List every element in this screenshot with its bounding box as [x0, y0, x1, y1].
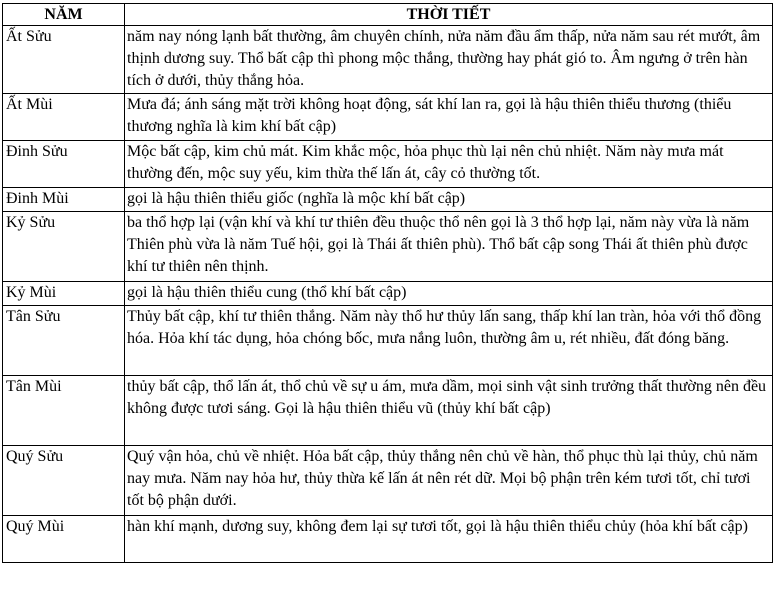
weather-cell: Mộc bất cập, kim chủ mát. Kim khắc mộc, hỏa phục thù lại nên chủ nhiệt. Năm này mưa mát thường đến, mộc suy yếu, kim thừa thế lấn át, cây cỏ thường tốt. [125, 141, 773, 188]
weather-table [2, 3, 773, 563]
weather-cell: hàn khí mạnh, dương suy, không đem lại sự tươi tốt, gọi là hậu thiên thiểu chủy (hỏa khí bất cập) [125, 516, 773, 563]
table-row [3, 188, 773, 212]
weather-cell: Thủy bất cập, khí tư thiên thắng. Năm này thổ hư thủy lấn sang, thấp khí lan tràn, hỏa với thổ đồng hóa. Hỏa khí tác dụng, hỏa chóng bốc, mưa nắng luôn, thường âm u, rét nhiều, đất đóng băng. [125, 306, 773, 376]
year-cell: Kỷ Mùi [3, 282, 125, 306]
table-row [3, 282, 773, 306]
weather-cell: gọi là hậu thiên thiểu cung (thổ khí bất cập) [125, 282, 773, 306]
weather-cell: ba thổ hợp lại (vận khí và khí tư thiên đều thuộc thổ nên gọi là 3 thổ hợp lại, năm này vừa là năm Thiên phù vừa là năm Tuế hội, gọi là Thái ất thiên phù). Thổ bất cập song Thái ất thiên phù được khí tư thiên nên thịnh. [125, 212, 773, 282]
table-row [3, 94, 773, 141]
year-cell: Quý Mùi [3, 516, 125, 563]
weather-cell: năm nay nóng lạnh bất thường, âm chuyên chính, nửa năm đầu ẩm thấp, nửa năm sau rét mướt, âm thịnh dương suy. Thổ bất cập thì phong mộc thắng, thường hay phát gió to. Âm ngưng ở trên hàn tích ở dưới, thủy thắng hỏa. [125, 26, 773, 94]
table-row [3, 141, 773, 188]
weather-cell: thủy bất cập, thổ lấn át, thổ chủ về sự u ám, mưa dầm, mọi sinh vật sinh trưởng thất thường nên đều không được tươi sáng. Gọi là hậu thiên thiểu vũ (thủy khí bất cập) [125, 376, 773, 446]
year-cell: Ất Sửu [3, 26, 125, 94]
year-cell: Quý Sửu [3, 446, 125, 516]
table-row [3, 212, 773, 282]
weather-cell: Quý vận hỏa, chủ về nhiệt. Hỏa bất cập, thủy thắng nên chủ về hàn, thổ phục thù lại thủy, chủ năm nay mưa. Năm nay hỏa hư, thủy thừa kế lấn át nên rét dữ. Mọi bộ phận trên kém tươi tốt, chỉ tươi tốt bộ phận dưới. [125, 446, 773, 516]
table-row [3, 446, 773, 516]
year-cell: Đinh Mùi [3, 188, 125, 212]
year-cell: Ất Mùi [3, 94, 125, 141]
year-cell: Kỷ Sửu [3, 212, 125, 282]
table-header-row [3, 4, 773, 26]
header-weather: THỜI TIẾT [125, 4, 773, 26]
table-row [3, 26, 773, 94]
year-cell: Tân Sửu [3, 306, 125, 376]
weather-cell: Mưa đá; ánh sáng mặt trời không hoạt động, sát khí lan ra, gọi là hậu thiên thiểu thương (thiểu thương nghĩa là kim khí bất cập) [125, 94, 773, 141]
table-row [3, 306, 773, 376]
year-cell: Đinh Sửu [3, 141, 125, 188]
table-row [3, 516, 773, 563]
weather-cell: gọi là hậu thiên thiểu giốc (nghĩa là mộc khí bất cập) [125, 188, 773, 212]
table-row [3, 376, 773, 446]
header-year: NĂM [3, 4, 125, 26]
year-cell: Tân Mùi [3, 376, 125, 446]
